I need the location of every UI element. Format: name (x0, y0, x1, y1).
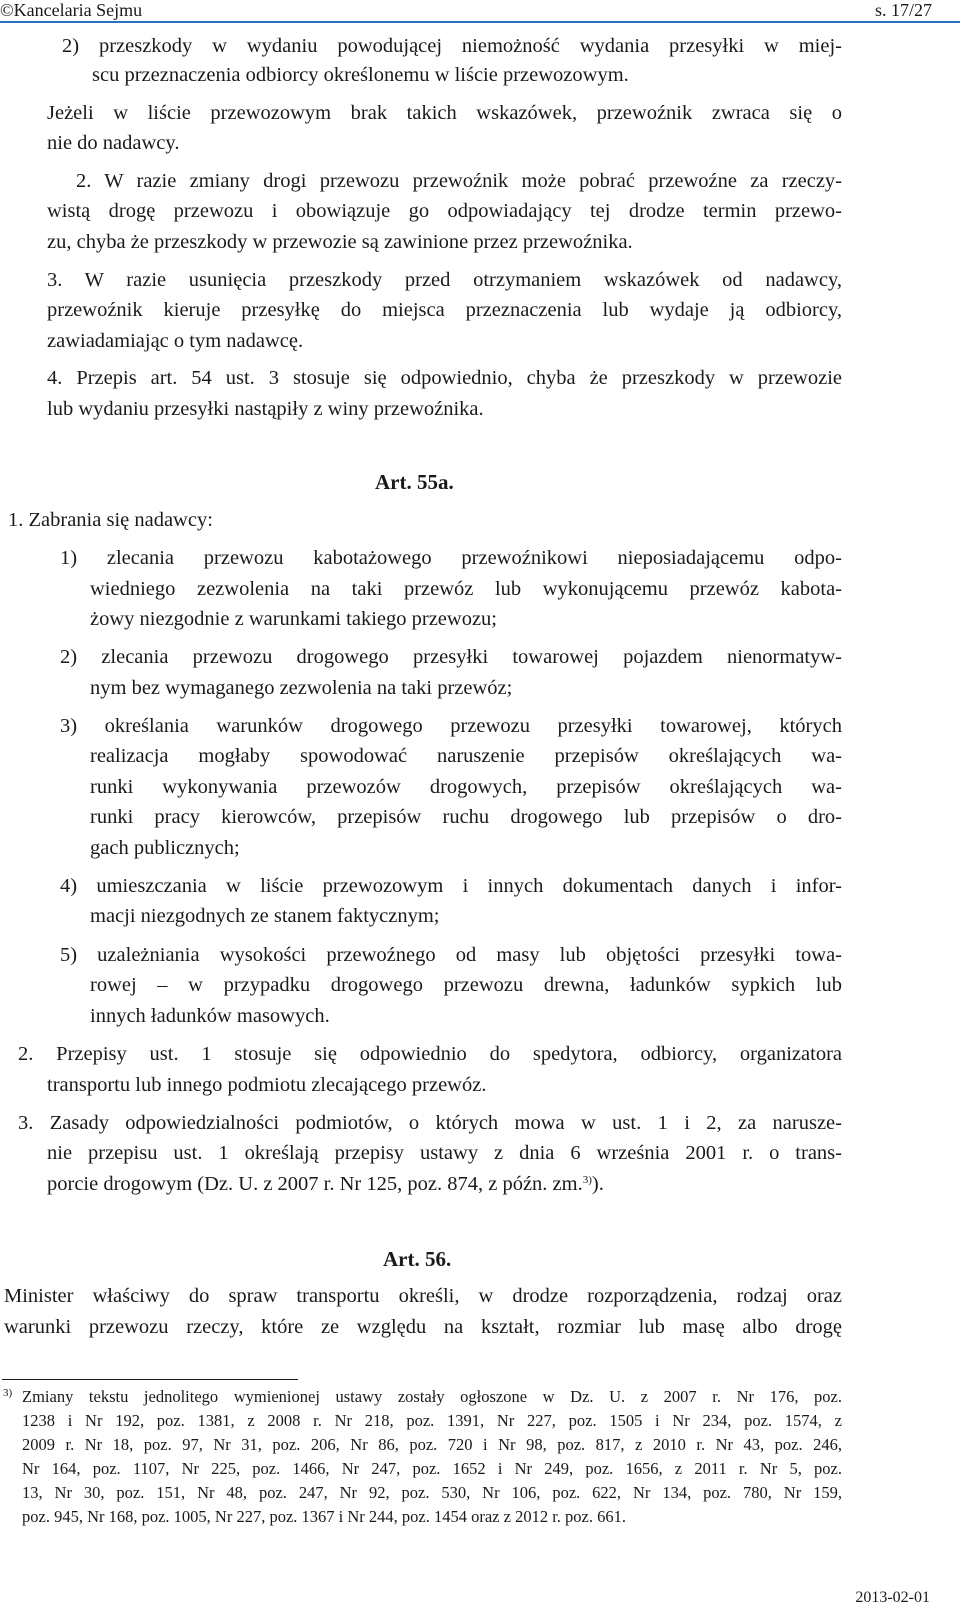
page-header (0, 0, 960, 22)
closing-line-2: nie do nadawcy. (47, 132, 180, 154)
footnote-line-3: 2009 r. Nr 18, poz. 97, Nr 31, poz. 206, Nr 86, poz. 720 i Nr 98, poz. 817, z 2010 r. Nr 43, poz. 246, (22, 1435, 842, 1454)
point-3-line-5: gach publicznych; (90, 837, 240, 859)
footnote-marker: 3) (3, 1387, 13, 1399)
document-date: 2013-02-01 (855, 1589, 930, 1606)
point-3-line-4: runki pracy kierowców, przepisów ruchu drogowego lub przepisów o dro- (90, 806, 842, 828)
art55a-ust2-line-2: transportu lub innego podmiotu zlecającego przewóz. (47, 1074, 487, 1096)
point-1-line-2: wiedniego zezwolenia na taki przewóz lub wykonującemu przewóz kabota- (90, 578, 842, 600)
copyright-label: ©Kancelaria Sejmu (0, 0, 143, 20)
art55a-ust3-text: porcie drogowym (Dz. U. z 2007 r. Nr 125, poz. 874, z późn. zm. (47, 1173, 583, 1195)
point-3-line-3: runki wykonywania przewozów drogowych, przepisów określających wa- (90, 776, 842, 798)
page-number: s. 17/27 (874, 0, 932, 20)
point-5-line-2: rowej – w przypadku drogowego przewozu drewna, ładunków sypkich lub (90, 974, 842, 996)
ust4-line-1: 4. Przepis art. 54 ust. 3 stosuje się odpowiednio, chyba że przeszkody w przewozie (47, 367, 842, 389)
point-5-line-3: innych ładunków masowych. (90, 1005, 330, 1027)
footnote-divider (2, 1379, 298, 1380)
point-2-line-1: 2) zlecania przewozu drogowego przesyłki towarowej pojazdem nienormatyw- (60, 646, 842, 668)
ust2-line-2: wistą drogę przewozu i obowiązuje go odpowiadający tej drodze termin przewo- (47, 200, 842, 222)
point-2-line-2: nym bez wymaganego zezwolenia na taki przewóz; (90, 677, 513, 699)
footnote-line-4: Nr 164, poz. 1107, Nr 225, poz. 1466, Nr 247, poz. 1652 i Nr 249, poz. 1656, z 2011 r. Nr 5, poz. (22, 1459, 842, 1478)
art55a-ust3-end: ). (591, 1173, 604, 1195)
item-2-line-1: 2) przeszkody w wydaniu powodującej niemożność wydania przesyłki w miej- (62, 35, 842, 57)
art55a-ust2-line-1: 2. Przepisy ust. 1 stosuje się odpowiednio do spedytora, odbiorcy, organizatora (18, 1043, 842, 1065)
point-1-line-3: żowy niezgodnie z warunkami takiego przewozu; (90, 608, 497, 630)
footnote-reference[interactable]: 3) (582, 1174, 592, 1186)
footnote-line-1: Zmiany tekstu jednolitego wymienionej ustawy zostały ogłoszone w Dz. U. z 2007 r. Nr 176, poz. (22, 1387, 842, 1406)
header-divider (0, 21, 960, 23)
art55a-ust3-line-2: nie przepisu ust. 1 określają przepisy ustawy z dnia 6 września 2001 r. o trans- (47, 1142, 842, 1164)
art56-line-2: warunki przewozu rzeczy, które ze względu na kształt, rozmiar lub masę albo drogę (4, 1316, 842, 1338)
point-5-line-1: 5) uzależniania wysokości przewoźnego od masy lub objętości przesyłki towa- (60, 944, 842, 966)
ust2-line-1: 2. W razie zmiany drogi przewozu przewoźnik może pobrać przewoźne za rzeczy- (76, 170, 842, 192)
ust4-line-2: lub wydaniu przesyłki nastąpiły z winy przewoźnika. (47, 398, 484, 420)
art56-heading: Art. 56. (383, 1247, 452, 1271)
art55a-ust3-line-3 (47, 1172, 604, 1199)
ust2-line-3: zu, chyba że przeszkody w przewozie są zawinione przez przewoźnika. (47, 231, 633, 253)
ust3-line-3: zawiadamiając o tym nadawcę. (47, 330, 304, 352)
item-2-line-2: scu przeznaczenia odbiorcy określonemu w liście przewozowym. (92, 64, 629, 86)
footnote-line-6: poz. 945, Nr 168, poz. 1005, Nr 227, poz. 1367 i Nr 244, poz. 1454 oraz z 2012 r. poz. 661. (22, 1507, 626, 1526)
art55a-ust3-line-1: 3. Zasady odpowiedzialności podmiotów, o których mowa w ust. 1 i 2, za narusze- (18, 1112, 842, 1134)
art56-line-1: Minister właściwy do spraw transportu określi, w drodze rozporządzenia, rodzaj oraz (4, 1285, 842, 1307)
footnote-line-5: 13, Nr 30, poz. 151, Nr 48, poz. 247, Nr 92, poz. 530, Nr 106, poz. 622, Nr 134, poz. 780, Nr 159, (22, 1483, 842, 1502)
art55a-ust1-intro: 1. Zabrania się nadawcy: (8, 509, 213, 531)
point-1-line-1: 1) zlecania przewozu kabotażowego przewoźnikowi nieposiadającemu odpo- (60, 547, 842, 569)
ust3-line-1: 3. W razie usunięcia przeszkody przed otrzymaniem wskazówek od nadawcy, (47, 269, 842, 291)
ust3-line-2: przewoźnik kieruje przesyłkę do miejsca przeznaczenia lub wydaje ją odbiorcy, (47, 299, 842, 321)
point-4-line-2: macji niezgodnych ze stanem faktycznym; (90, 905, 440, 927)
point-3-line-1: 3) określania warunków drogowego przewozu przesyłki towarowej, których (60, 715, 842, 737)
art55a-heading: Art. 55a. (375, 470, 454, 494)
footnote-line-2: 1238 i Nr 192, poz. 1381, z 2008 r. Nr 218, poz. 1391, Nr 227, poz. 1505 i Nr 234, poz. 1574, z (22, 1411, 842, 1430)
point-3-line-2: realizacja mogłaby spowodować naruszenie przepisów określających wa- (90, 745, 842, 767)
closing-line-1: Jeżeli w liście przewozowym brak takich wskazówek, przewoźnik zwraca się o (47, 102, 842, 124)
point-4-line-1: 4) umieszczania w liście przewozowym i innych dokumentach danych i infor- (60, 875, 842, 897)
